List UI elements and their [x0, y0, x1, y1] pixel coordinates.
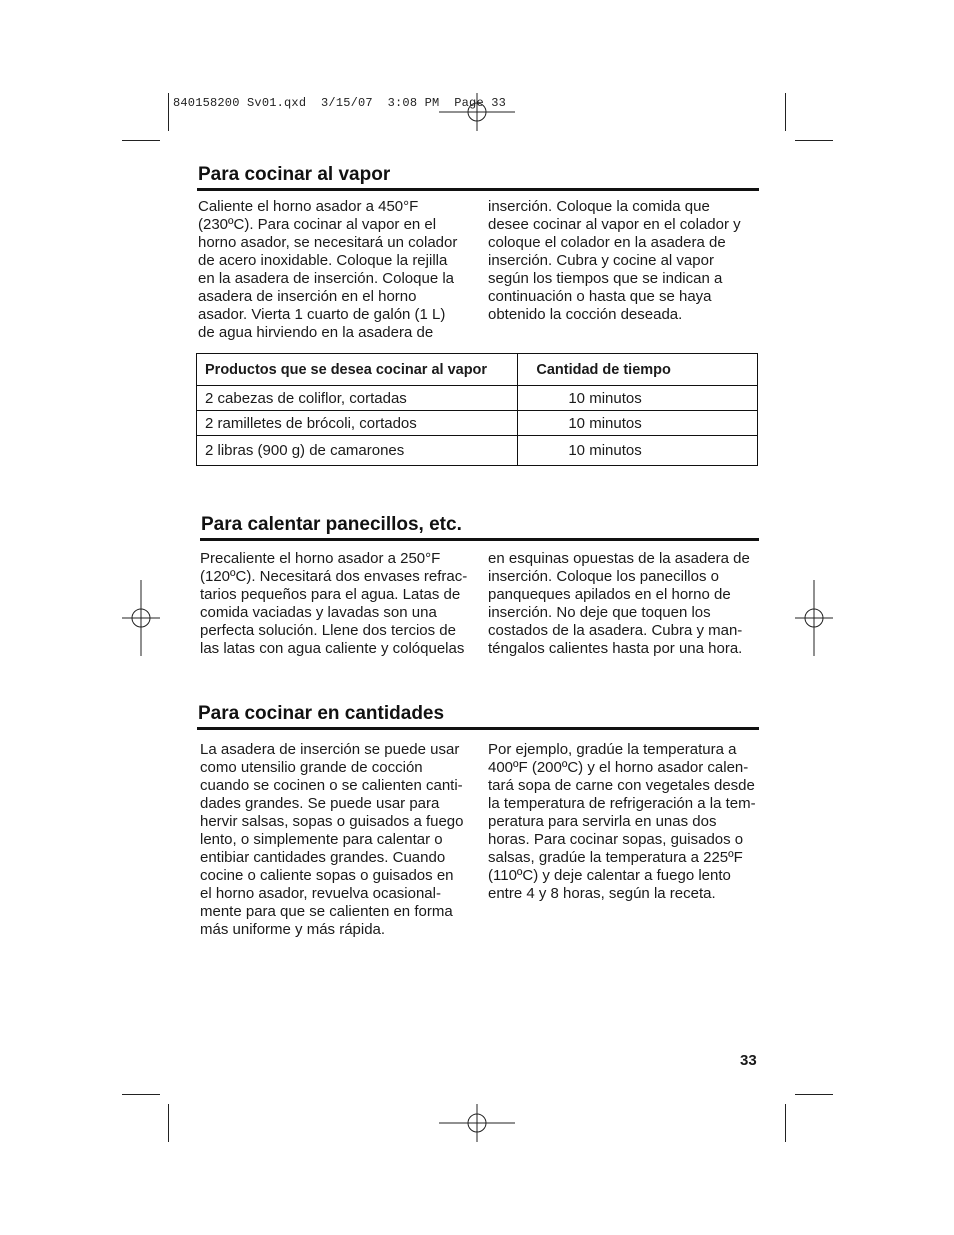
- text-line: coloque el colador en la asadera de: [488, 234, 726, 251]
- crop-mark: [122, 1094, 160, 1095]
- bulk-text-right: [488, 741, 756, 903]
- text-line: según los tiempos que se indican a: [488, 270, 723, 287]
- text-line: las latas con agua caliente y colóquelas: [200, 640, 465, 657]
- table-row: [197, 436, 758, 466]
- text-line: (110ºC) y deje calentar a fuego lento: [488, 867, 731, 884]
- table-cell-product: 2 ramilletes de brócoli, cortados: [197, 411, 518, 436]
- steam-text-right: [488, 198, 741, 324]
- table-cell-time: 10 minutos: [518, 411, 758, 436]
- steam-text-left: [198, 198, 457, 342]
- text-line: Precaliente el horno asador a 250°F: [200, 550, 441, 567]
- text-line: más uniforme y más rápida.: [200, 921, 386, 938]
- crop-mark: [795, 140, 833, 141]
- text-line: peratura para servirla en unas dos: [488, 813, 717, 830]
- text-line: mente para que se calienten en forma: [200, 903, 453, 920]
- text-line: lento, o simplemente para calentar o: [200, 831, 443, 848]
- text-line: perfecta solución. Llene dos tercios de: [200, 622, 456, 639]
- section-rule: [197, 188, 759, 191]
- text-line: cocine o caliente sopas o guisados en: [200, 867, 454, 884]
- text-line: (120ºC). Necesitará dos envases refrac-: [200, 568, 468, 585]
- text-line: inserción. Coloque la comida que: [488, 198, 710, 215]
- text-line: cuando se cocinen o se calienten canti-: [200, 777, 463, 794]
- text-line: asadera de inserción en el horno: [198, 288, 417, 305]
- text-line: obtenido la cocción deseada.: [488, 306, 683, 323]
- text-line: La asadera de inserción se puede usar: [200, 741, 460, 758]
- text-line: téngalos calientes hasta por una hora.: [488, 640, 743, 657]
- registration-mark-icon: [439, 1104, 515, 1142]
- text-line: 400ºF (200ºC) y el horno asador calen-: [488, 759, 749, 776]
- table-header-time: Cantidad de tiempo: [518, 354, 758, 386]
- table-cell-product: 2 libras (900 g) de camarones: [197, 436, 518, 466]
- registration-mark-icon: [795, 580, 833, 656]
- text-line: de agua hirviendo en la asadera de: [198, 324, 434, 341]
- text-line: panqueques apilados en el horno de: [488, 586, 731, 603]
- steam-times-table: [196, 353, 758, 466]
- text-line: horas. Para cocinar sopas, guisados o: [488, 831, 744, 848]
- table-header-row: [197, 354, 758, 386]
- table-row: [197, 411, 758, 436]
- table-cell-time: 10 minutos: [518, 386, 758, 411]
- section-rule: [200, 538, 759, 541]
- text-line: (230ºC). Para cocinar al vapor en el: [198, 216, 437, 233]
- text-line: costados de la asadera. Cubra y man-: [488, 622, 743, 639]
- text-line: en esquinas opuestas de la asadera de: [488, 550, 750, 567]
- rolls-text-right: [488, 550, 750, 658]
- text-line: horno asador, se necesitará un colador: [198, 234, 458, 251]
- section-title-steam: Para cocinar al vapor: [198, 164, 391, 185]
- crop-mark: [785, 93, 786, 131]
- text-line: en la asadera de inserción. Coloque la: [198, 270, 455, 287]
- text-line: tarios pequeños para el agua. Latas de: [200, 586, 461, 603]
- crop-mark: [785, 1104, 786, 1142]
- text-line: la temperatura de refrigeración a la tem-: [488, 795, 756, 812]
- text-line: dades grandes. Se puede usar para: [200, 795, 440, 812]
- crop-mark: [122, 140, 160, 141]
- text-line: Caliente el horno asador a 450°F: [198, 198, 419, 215]
- crop-mark: [795, 1094, 833, 1095]
- section-rule: [197, 727, 759, 730]
- section-title-bulk: Para cocinar en cantidades: [198, 703, 445, 724]
- text-line: salsas, gradúe la temperatura a 225ºF: [488, 849, 743, 866]
- text-line: inserción. Cubra y cocine al vapor: [488, 252, 714, 269]
- registration-mark-icon: [439, 93, 515, 131]
- crop-mark: [168, 1104, 169, 1142]
- text-line: tará sopa de carne con vegetales desde: [488, 777, 755, 794]
- printer-slug: 840158200 Sv01.qxd 3/15/07 3:08 PM Page 33: [173, 96, 507, 110]
- text-line: comida vaciadas y lavadas son una: [200, 604, 437, 621]
- text-line: continuación o hasta que se haya: [488, 288, 712, 305]
- crop-mark: [168, 93, 169, 131]
- text-line: el horno asador, revuelva ocasional-: [200, 885, 441, 902]
- text-line: asador. Vierta 1 cuarto de galón (1 L): [198, 306, 446, 323]
- registration-mark-icon: [122, 580, 160, 656]
- text-line: Por ejemplo, gradúe la temperatura a: [488, 741, 737, 758]
- text-line: inserción. No deje que toquen los: [488, 604, 711, 621]
- text-line: de acero inoxidable. Coloque la rejilla: [198, 252, 448, 269]
- section-title-rolls: Para calentar panecillos, etc.: [201, 514, 462, 535]
- table-row: [197, 386, 758, 411]
- text-line: inserción. Coloque los panecillos o: [488, 568, 719, 585]
- bulk-text-left: [200, 741, 464, 939]
- text-line: desee cocinar al vapor en el colador y: [488, 216, 741, 233]
- text-line: entre 4 y 8 horas, según la receta.: [488, 885, 716, 902]
- page-number: 33: [740, 1052, 757, 1069]
- table-cell-product: 2 cabezas de coliflor, cortadas: [197, 386, 518, 411]
- table-header-product: Productos que se desea cocinar al vapor: [197, 354, 518, 386]
- rolls-text-left: [200, 550, 467, 658]
- text-line: como utensilio grande de cocción: [200, 759, 423, 776]
- text-line: entibiar cantidades grandes. Cuando: [200, 849, 446, 866]
- table-cell-time: 10 minutos: [518, 436, 758, 466]
- text-line: hervir salsas, sopas o guisados a fuego: [200, 813, 464, 830]
